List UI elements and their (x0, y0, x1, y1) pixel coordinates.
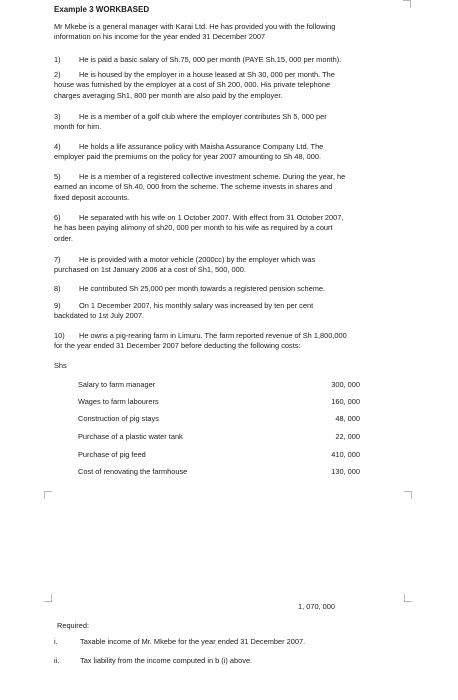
list-item (54, 255, 406, 276)
crop-corner-mark (404, 594, 412, 602)
item-number: 6) (54, 213, 61, 222)
required-text: Taxable income of Mr. Mkebe for the year ended 31 December 2007. (80, 637, 306, 646)
item-number: 8) (54, 284, 61, 293)
cost-label: Construction of pig stays (78, 414, 159, 423)
cost-total: 1, 070, 000 (298, 602, 335, 611)
crop-corner-mark (44, 491, 52, 499)
item-line: He separated with his wife on 1 October 2007. With effect from 31 October 2007, (79, 213, 344, 222)
list-item (54, 284, 406, 294)
item-line: He is a member of a registered collective investment scheme. During the year, he (79, 172, 346, 181)
item-line: month for him. (54, 122, 102, 132)
item-line: charges averaging Sh1, 800 per month are also paid by the employer. (54, 90, 283, 100)
item-number: 10) (54, 331, 65, 340)
item-line: house was furnished by the employer at a cost of Sh 200, 000. His private telephone (54, 80, 331, 90)
cost-amount: 130, 000 (331, 467, 360, 476)
cost-amount: 160, 000 (331, 397, 360, 406)
item-line: On 1 December 2007, his monthly salary was increased by ten per cent (79, 301, 314, 310)
list-item (54, 331, 406, 352)
item-line: earned an income of Sh.40, 000 from the scheme. The scheme invests in shares and (54, 182, 333, 192)
crop-corner-mark (404, 491, 412, 499)
item-number: 1) (54, 55, 61, 64)
required-numeral: ii. (54, 656, 60, 665)
list-item (54, 301, 406, 322)
list-item (54, 70, 406, 101)
cost-label: Salary to farm manager (78, 380, 156, 389)
item-line: He contributed Sh 25,000 per month towards a registered pension scheme. (79, 284, 326, 293)
cost-label: Cost of renovating the farmhouse (78, 467, 188, 476)
item-line: He holds a life assurance policy with Maisha Assurance Company Ltd. The (79, 142, 324, 151)
list-item (54, 55, 406, 65)
list-item (54, 142, 406, 163)
item-line: He owns a pig-rearing farm in Limuru. The farm reported revenue of Sh 1,800,000 (79, 331, 347, 340)
item-number: 5) (54, 172, 61, 181)
item-line: order. (54, 233, 73, 243)
required-heading: Required: (57, 621, 90, 630)
required-item (54, 656, 252, 666)
required-item (54, 637, 305, 647)
list-item (54, 172, 406, 203)
item-line: He is a member of a golf club where the employer contributes Sh 5, 000 per (79, 112, 327, 121)
cost-amount: 22, 000 (335, 432, 360, 441)
currency-label: Shs (54, 361, 67, 370)
list-item (54, 213, 406, 244)
item-line: for the year ended 31 December 2007 before deducting the following costs: (54, 341, 301, 351)
list-item (54, 112, 406, 133)
cost-amount: 410, 000 (331, 450, 360, 459)
item-line: he has been paying alimony of sh20, 000 per month to his wife as required by a court (54, 223, 333, 233)
item-line: He is housed by the employer in a house leased at Sh 30, 000 per month. The (79, 70, 335, 79)
cost-label: Purchase of a plastic water tank (78, 432, 183, 441)
item-line: purchased on 1st January 2006 at a cost of Sh1, 500, 000. (54, 265, 246, 275)
item-number: 2) (54, 70, 61, 79)
item-line: He is paid a basic salary of Sh.75, 000 per month (PAYE Sh.15, 000 per month). (79, 55, 342, 64)
required-text: Tax liability from the income computed in b (i) above. (80, 656, 253, 665)
table-row (78, 414, 360, 425)
table-row (78, 397, 360, 408)
intro-line: Mr Mkebe is a general manager with Karai Ltd. He has provided you with the following (54, 22, 336, 31)
intro-line: information on his income for the year ended 31 December 2007 (54, 32, 266, 42)
item-line: fixed deposit accounts. (54, 192, 130, 202)
item-line: He is provided with a motor vehicle (2000cc) by the employer which was (79, 255, 316, 264)
item-number: 9) (54, 301, 61, 310)
item-line: backdated to 1st July 2007. (54, 311, 144, 321)
table-row (78, 450, 360, 461)
cost-label: Wages to farm labourers (78, 397, 159, 406)
item-line: employer paid the premiums on the policy for year 2007 amounting to Sh 48, 000. (54, 152, 322, 162)
cost-amount: 300, 000 (331, 380, 360, 389)
example-title: Example 3 WORKBASED (54, 5, 150, 14)
page-corner-mark (403, 0, 411, 8)
table-row (78, 467, 360, 478)
item-number: 3) (54, 112, 61, 121)
required-numeral: i. (54, 637, 58, 646)
item-number: 7) (54, 255, 61, 264)
table-row (78, 380, 360, 391)
intro-paragraph (54, 22, 406, 43)
cost-amount: 48, 000 (335, 414, 360, 423)
item-number: 4) (54, 142, 61, 151)
cost-label: Purchase of pig feed (78, 450, 146, 459)
table-row (78, 432, 360, 443)
crop-corner-mark (44, 594, 52, 602)
